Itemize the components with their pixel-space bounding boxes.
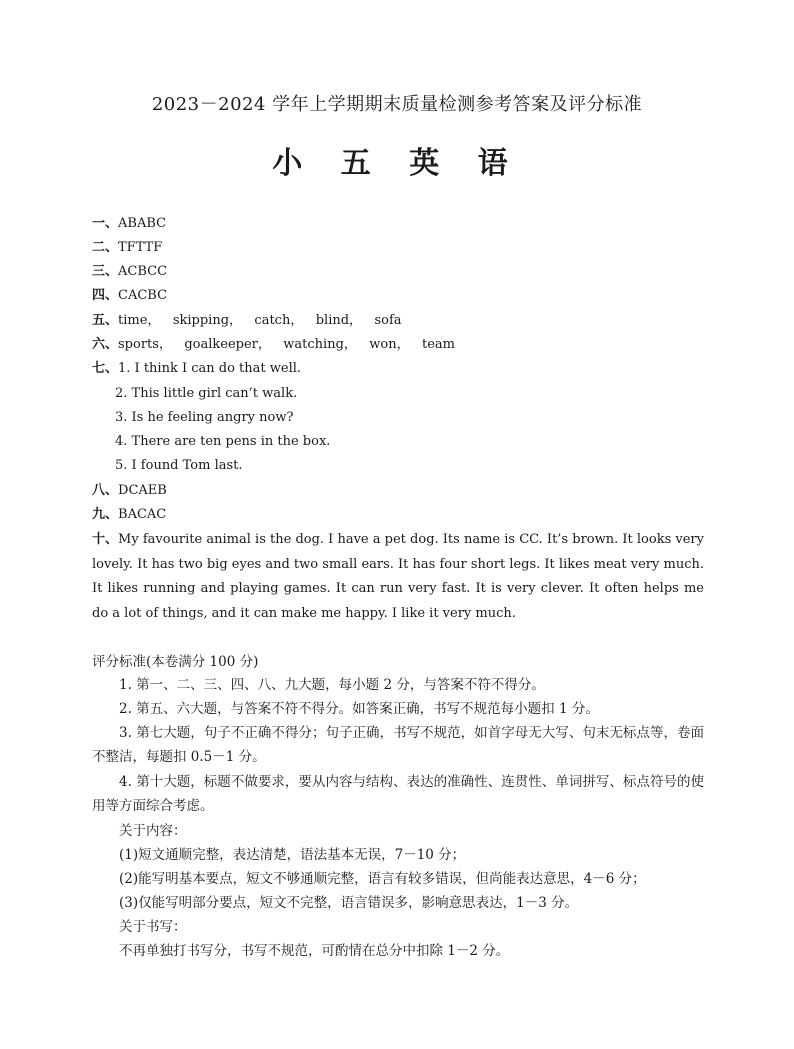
answer-line-4: 四、CACBC [92, 288, 168, 303]
q7-sentence-4: 4. There are ten pens in the box. [115, 434, 331, 449]
answer-line-1: 一、ABABC [92, 216, 167, 231]
answer-line-2: 二、TFTTF [92, 240, 163, 255]
q7-sentence-3: 3. Is he feeling angry now? [115, 410, 294, 425]
answer-line-6: 六、sports， goalkeeper， watching， won， team [92, 337, 456, 352]
writing-heading: 关于书写： [119, 919, 187, 935]
grading-item-2: 2. 第五、六大题，与答案不符不得分。如答案正确，书写不规范每小题扣 1 分。 [119, 701, 599, 717]
grading-item-3: 3. 第七大题，句子不正确不得分；句子正确，书写不规范，如首字母无大写、句末无标点等，卷面不整洁，每题扣 0.5－1 分。 [92, 725, 704, 765]
document-title: 2023－2024 学年上学期期末质量检测参考答案及评分标准 [151, 94, 643, 115]
essay-answer: 十、My favourite animal is the dog. I have a pet dog. Its name is CC. It’s brown. It looks very lovely. It has two big eyes and two small ears. It has four short legs. It likes meat very much. It likes running and playing games. It can run very fast. It is very clever. It often helps me do a lot of things, and it can make me happy. I like it very much. [92, 532, 704, 622]
writing-criterion: 不再单独打书写分，书写不规范，可酌情在总分中扣除 1－2 分。 [119, 943, 510, 959]
content-heading: 关于内容： [119, 823, 187, 839]
answer-line-7: 七、1. I think I can do that well. [92, 361, 302, 376]
answer-line-9: 九、BACAC [92, 507, 167, 522]
q7-sentence-5: 5. I found Tom last. [115, 458, 243, 473]
document-subtitle: 小 五 英 语 [272, 146, 522, 181]
q7-sentence-2: 2. This little girl can’t walk. [115, 386, 298, 401]
grading-item-1: 1. 第一、二、三、四、八、九大题，每小题 2 分，与答案不符不得分。 [119, 677, 545, 693]
answer-line-3: 三、ACBCC [92, 264, 168, 279]
grading-item-4: 4. 第十大题，标题不做要求，要从内容与结构、表达的准确性、连贯性、单词拼写、标点符号的使用等方面综合考虑。 [92, 774, 704, 814]
content-criterion-2: (2)能写明基本要点，短文不够通顺完整，语言有较多错误，但尚能表达意思，4－6 分； [119, 871, 646, 887]
answer-line-5: 五、time， skipping， catch， blind， sofa [92, 313, 402, 328]
content-criterion-3: (3)仅能写明部分要点，短文不完整，语言错误多，影响意思表达，1－3 分。 [119, 895, 579, 911]
answer-line-8: 八、DCAEB [92, 483, 167, 498]
content-criterion-1: (1)短文通顺完整，表达清楚，语法基本无误，7－10 分； [119, 847, 466, 863]
grading-title: 评分标准(本卷满分 100 分) [92, 654, 259, 670]
